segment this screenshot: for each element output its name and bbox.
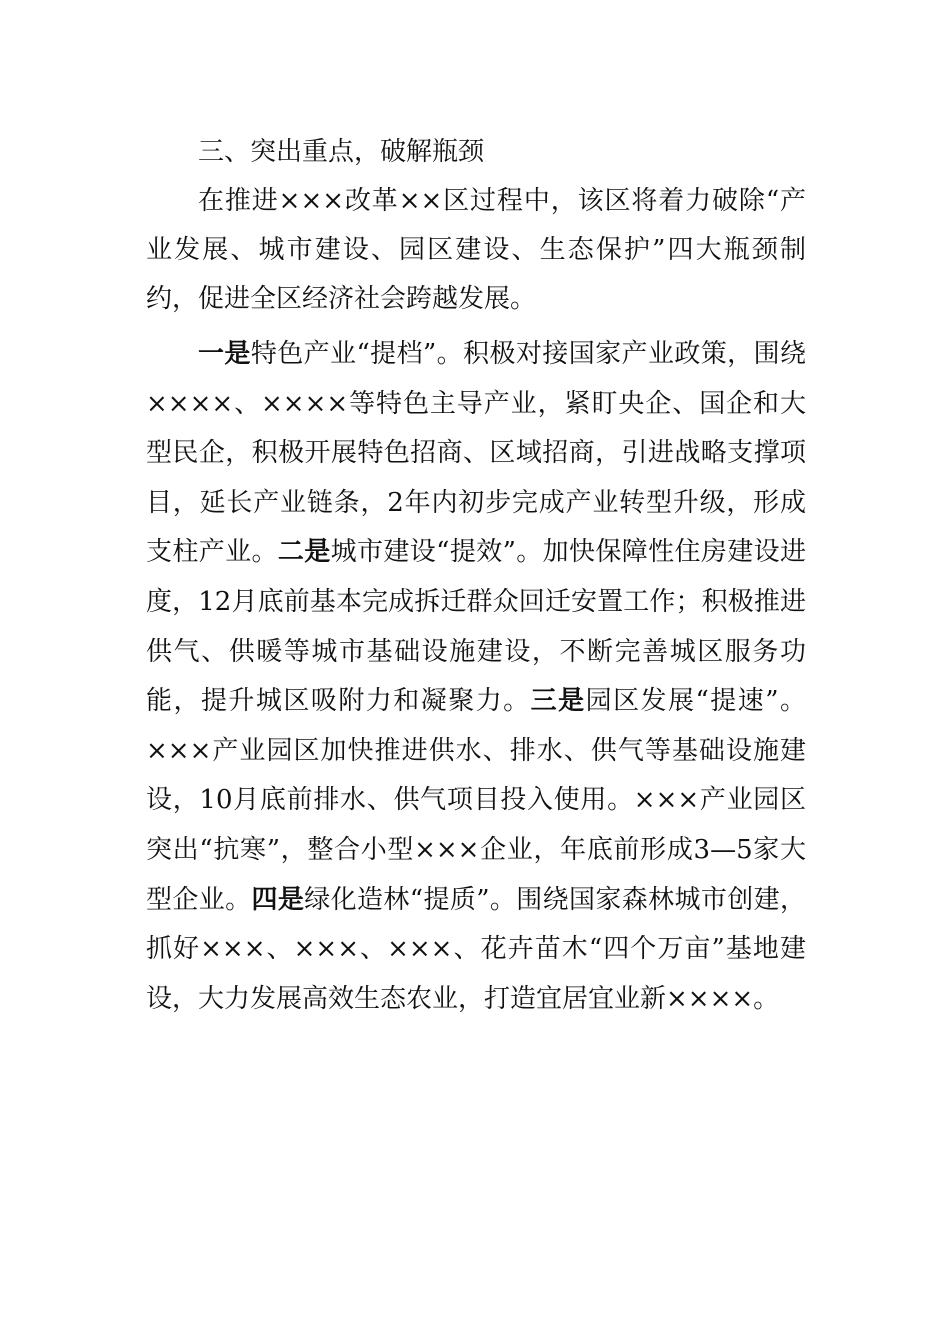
item-4-text: 绿化造林“提质”。围绕国家森林城市创建，抓好×××、×××、×××、花卉苗木“四个万亩”基地建设，大力发展高效生态农业，打造宜居宜业新××××。: [146, 884, 806, 1014]
item-2-lead: 二是: [277, 537, 331, 568]
item-3-lead: 三是: [530, 686, 586, 717]
intro-paragraph: 在推进×××改革××区过程中，该区将着力破除“产业发展、城市建设、园区建设、生态保护”四大瓶颈制约，促进全区经济社会跨越发展。: [146, 186, 806, 314]
item-1-text: 特色产业“提档”。积极对接国家产业政策，围绕××××、××××等特色主导产业，紧盯央企、国企和大型民企，积极开展特色招商、区域招商，引进战略支撑项目，延长产业链条，2年内初步完成产业转型升级，形成支柱产业。: [146, 339, 806, 568]
document-body: [146, 128, 806, 1024]
section-heading: 三、突出重点，破解瓶颈: [198, 137, 485, 167]
item-2-text: 城市建设“提效”。加快保障性住房建设进度，12月底前基本完成拆迁群众回迁安置工作；积极推进供气、供暖等城市基础设施建设，不断完善城区服务功能，提升城区吸附力和凝聚力。: [146, 537, 806, 717]
item-1-lead: 一是: [198, 339, 251, 369]
item-4-lead: 四是: [251, 884, 305, 915]
item-3-text: 园区发展“提速”。×××产业园区加快推进供水、排水、供气等基础设施建设，10月底前排水、供气项目投入使用。×××产业园区突出“抗寒”，整合小型×××企业，年底前形成3—5家大型企业。: [146, 686, 806, 915]
measures-paragraph: [146, 330, 806, 1024]
